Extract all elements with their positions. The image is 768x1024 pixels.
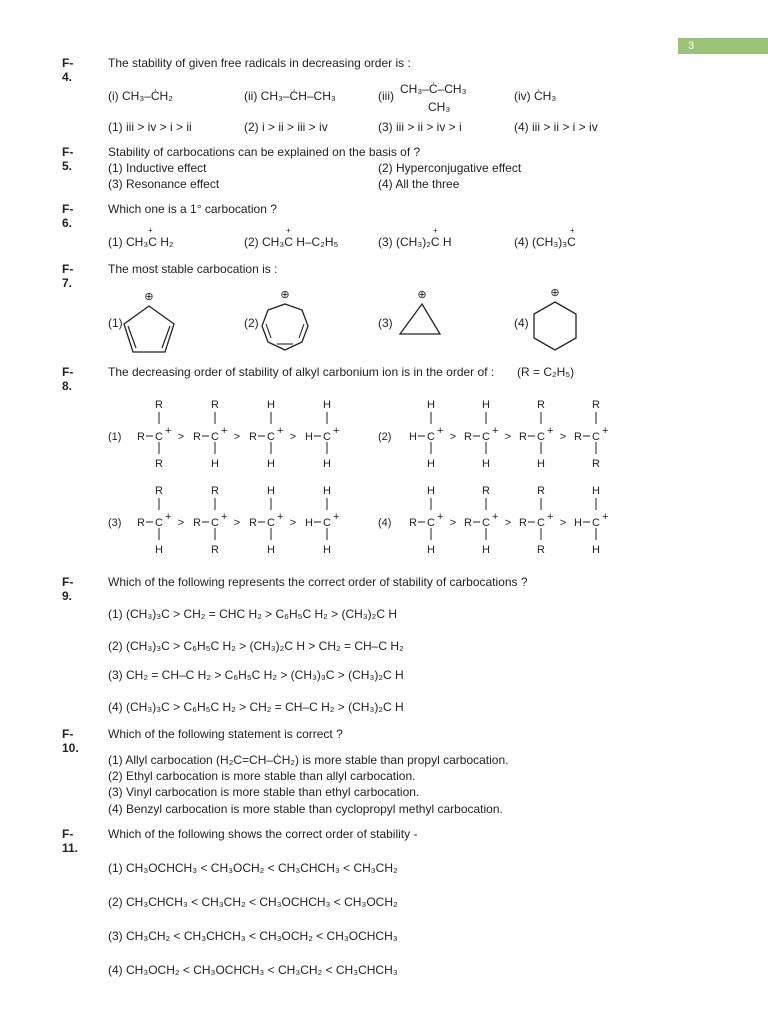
option-3[interactable]: (3) Vinyl carbocation is more stable than ethyl carbocation.	[108, 785, 420, 799]
option-2[interactable]: (2) Hyperconjugative effect	[378, 161, 522, 175]
structure-ii: (ii) CH₃–ĊH–CH₃	[244, 89, 336, 103]
atom-r: R	[211, 485, 219, 497]
question-text: Which of the following represents the correct order of stability of carbocations ?	[108, 575, 528, 589]
option-1[interactable]: (1) Allyl carbocation (H₂C=CH–ĊH₂) is more stable than propyl carbocation.	[108, 753, 509, 767]
cation-symbol: ⊕	[550, 287, 560, 299]
r-definition: (R = C₂H₅)	[517, 365, 575, 379]
atom-c: C	[267, 517, 275, 529]
atom-r: R	[537, 399, 545, 411]
question-text: Which one is a 1° carbocation ?	[108, 202, 277, 216]
atom-h: H	[305, 431, 313, 443]
plus-charge: +	[333, 511, 340, 523]
option-1[interactable]: (1) CH₃OCHCH₃ < CH₃OCH₂ < CH₃CHCH₃ < CH₃CH₂	[108, 861, 398, 875]
plus-charge: +	[570, 226, 575, 235]
atom-h: H	[482, 458, 490, 470]
atom-c: C	[323, 431, 331, 443]
atom-c: C	[427, 431, 435, 443]
atom-c: C	[537, 431, 545, 443]
greater-than: >	[449, 517, 457, 529]
option-2[interactable]: (2) (CH₃)₃C > C₆H₅C H₂ > (CH₃)₂C H > CH₂ = CH–C H₂	[108, 639, 404, 653]
atom-r: R	[592, 399, 600, 411]
cyclopentadienyl-cation	[124, 291, 174, 352]
atom-r: R	[537, 544, 545, 556]
option-1[interactable]: (1) (CH₃)₃C > CH₂ = CHC H₂ > C₆H₅C H₂ > (CH₃)₂C H	[108, 607, 397, 621]
atom-h: H	[592, 544, 600, 556]
plus-charge: +	[437, 511, 444, 523]
question-number: F-7.	[62, 262, 74, 290]
option-4[interactable]: (4) Benzyl carbocation is more stable than cyclopropyl methyl carbocation.	[108, 802, 503, 816]
atom-h: H	[427, 544, 435, 556]
structure-iv: (iv) ĊH₃	[514, 89, 557, 103]
atom-h: H	[537, 458, 545, 470]
plus-charge: +	[602, 511, 609, 523]
plus-charge: +	[492, 511, 499, 523]
option-1[interactable]: (1) Inductive effect	[108, 161, 207, 175]
atom-r: R	[137, 517, 145, 529]
tropylium-cation	[262, 289, 308, 350]
atom-r: R	[464, 431, 472, 443]
atom-h: H	[482, 399, 490, 411]
atom-r: R	[519, 431, 527, 443]
option-label: (2)	[378, 431, 392, 443]
plus-charge: +	[333, 425, 340, 437]
question-number: F-10.	[62, 727, 79, 755]
greater-than: >	[233, 517, 241, 529]
plus-charge: +	[547, 425, 554, 437]
greater-than: >	[177, 517, 185, 529]
option-3-label[interactable]: (3)	[378, 316, 393, 330]
structure-i: (i) CH₃–ĊH₂	[108, 89, 173, 103]
atom-c: C	[427, 517, 435, 529]
atom-r: R	[409, 517, 417, 529]
page-number: 3	[678, 38, 768, 54]
question-text: Stability of carbocations can be explained on the basis of ?	[108, 145, 421, 159]
question-text: The decreasing order of stability of alkyl carbonium ion is in the order of :	[108, 365, 495, 379]
atom-h: H	[427, 399, 435, 411]
atom-r: R	[155, 399, 163, 411]
option-4[interactable]: (4) (CH₃)₃C > C₆H₅C H₂ > CH₂ = CH–C H₂ > (CH₃)₂C H	[108, 700, 404, 714]
atom-r: R	[464, 517, 472, 529]
atom-r: R	[249, 431, 257, 443]
atom-r: R	[137, 431, 145, 443]
question-number: F-8.	[62, 365, 74, 393]
cyclohexyl-cation	[534, 287, 576, 350]
option-3[interactable]: (3) CH₃CH₂ < CH₃CHCH₃ < CH₃OCH₂ < CH₃OCHCH₃	[108, 929, 398, 943]
question-text: The stability of given free radicals in decreasing order is :	[108, 56, 411, 70]
atom-r: R	[249, 517, 257, 529]
atom-c: C	[482, 431, 490, 443]
atom-r: R	[574, 431, 582, 443]
option-2[interactable]: (2) CH₃CHCH₃ < CH₃CH₂ < CH₃OCHCH₃ < CH₃OCH₂	[108, 895, 398, 909]
greater-than: >	[504, 517, 512, 529]
question-number: F-5.	[62, 145, 74, 173]
option-2-label[interactable]: (2)	[244, 316, 259, 330]
atom-h: H	[592, 485, 600, 497]
greater-than: >	[233, 431, 241, 443]
atom-h: H	[574, 517, 582, 529]
cation-symbol: ⊕	[144, 291, 154, 303]
question-text: Which of the following shows the correct order of stability -	[108, 827, 418, 841]
plus-charge: +	[165, 425, 172, 437]
option-3[interactable]: (3) Resonance effect	[108, 177, 220, 191]
cyclopropyl-cation	[400, 289, 440, 334]
atom-c: C	[592, 517, 600, 529]
option-4[interactable]: (4) iii > ii > i > iv	[514, 120, 598, 134]
question-number: F-6.	[62, 202, 74, 230]
carbonium-ion-structures	[0, 390, 768, 570]
option-4[interactable]: (4) All the three	[378, 177, 460, 191]
atom-r: R	[211, 544, 219, 556]
plus-charge: +	[437, 425, 444, 437]
atom-r: R	[155, 458, 163, 470]
atom-h: H	[323, 458, 331, 470]
atom-h: H	[211, 458, 219, 470]
structure-iii-label: (iii)	[378, 89, 394, 103]
question-text: Which of the following statement is correct ?	[108, 727, 343, 741]
option-label: (4)	[378, 517, 392, 529]
option-2[interactable]: (2) Ethyl carbocation is more stable than allyl carbocation.	[108, 769, 416, 783]
atom-h: H	[409, 431, 417, 443]
structure-iii-top: CH₃–Ċ–CH₃	[400, 82, 467, 96]
option-2[interactable]: (2) i > ii > iii > iv	[244, 120, 328, 134]
atom-h: H	[323, 399, 331, 411]
atom-c: C	[537, 517, 545, 529]
plus-charge: +	[165, 511, 172, 523]
greater-than: >	[559, 517, 567, 529]
atom-r: R	[519, 517, 527, 529]
plus-charge: +	[148, 226, 153, 235]
atom-c: C	[592, 431, 600, 443]
greater-than: >	[289, 517, 297, 529]
cation-symbol: ⊕	[280, 289, 290, 301]
atom-c: C	[155, 431, 163, 443]
atom-h: H	[427, 458, 435, 470]
question-number: F-11.	[62, 827, 79, 855]
atom-h: H	[323, 544, 331, 556]
atom-c: C	[323, 517, 331, 529]
plus-charge: +	[547, 511, 554, 523]
plus-charge: +	[221, 425, 228, 437]
atom-h: H	[267, 458, 275, 470]
atom-h: H	[305, 517, 313, 529]
question-number: F-4.	[62, 56, 74, 84]
question-text: The most stable carbocation is :	[108, 262, 278, 276]
atom-r: R	[193, 431, 201, 443]
option-1[interactable]: (1) iii > iv > i > ii	[108, 120, 192, 134]
atom-h: H	[482, 544, 490, 556]
atom-c: C	[211, 431, 219, 443]
atom-h: H	[427, 485, 435, 497]
plus-charge: +	[221, 511, 228, 523]
greater-than: >	[504, 431, 512, 443]
atom-r: R	[537, 485, 545, 497]
greater-than: >	[177, 431, 185, 443]
option-4[interactable]: (4) CH₃OCH₂ < CH₃OCHCH₃ < CH₃CH₂ < CH₃CHCH₃	[108, 963, 398, 977]
cation-symbol: ⊕	[417, 289, 427, 301]
atom-h: H	[267, 544, 275, 556]
atom-h: H	[267, 399, 275, 411]
greater-than: >	[449, 431, 457, 443]
option-1[interactable]: (1) CH₃C H₂	[108, 235, 174, 249]
atom-r: R	[211, 399, 219, 411]
question-number: F-9.	[62, 575, 74, 603]
option-label: (3)	[108, 517, 122, 529]
plus-charge: +	[277, 425, 284, 437]
atom-c: C	[155, 517, 163, 529]
structure-iii-bottom: CH₃	[428, 100, 451, 114]
plus-charge: +	[433, 226, 438, 235]
atom-c: C	[211, 517, 219, 529]
plus-charge: +	[602, 425, 609, 437]
plus-charge: +	[492, 425, 499, 437]
option-2[interactable]: (2) CH₃C H–C₂H₅	[244, 235, 339, 249]
option-1-label[interactable]: (1)	[108, 316, 123, 330]
atom-h: H	[267, 485, 275, 497]
option-4[interactable]: (4) (CH₃)₃C	[514, 235, 576, 249]
option-3[interactable]: (3) iii > ii > iv > i	[378, 120, 462, 134]
plus-charge: +	[277, 511, 284, 523]
atom-h: H	[155, 544, 163, 556]
plus-charge: +	[286, 226, 291, 235]
greater-than: >	[289, 431, 297, 443]
atom-r: R	[482, 485, 490, 497]
option-label: (1)	[108, 431, 122, 443]
atom-r: R	[193, 517, 201, 529]
option-3[interactable]: (3) CH₂ = CH–C H₂ > C₆H₅C H₂ > (CH₃)₃C > (CH₃)₂C H	[108, 668, 404, 682]
option-3[interactable]: (3) (CH₃)₂C H	[378, 235, 452, 249]
atom-c: C	[267, 431, 275, 443]
option-4-label[interactable]: (4)	[514, 316, 529, 330]
atom-h: H	[323, 485, 331, 497]
atom-r: R	[592, 458, 600, 470]
greater-than: >	[559, 431, 567, 443]
atom-c: C	[482, 517, 490, 529]
atom-r: R	[155, 485, 163, 497]
